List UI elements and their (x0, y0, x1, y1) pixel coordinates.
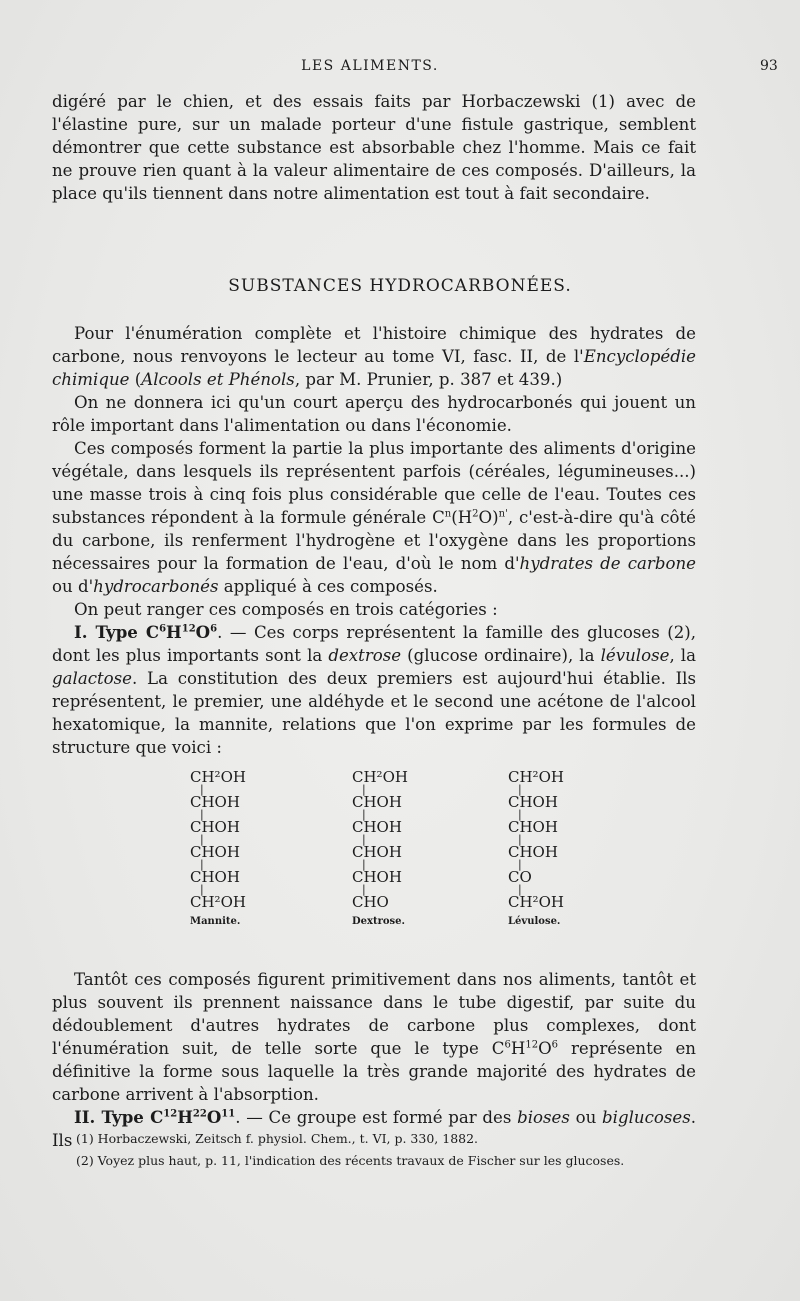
paragraph-apercu: On ne donnera ici qu'un court aperçu des hydrocarbonés qui jouent un rôle important dans l'alimentation ou dans l'économie. (52, 393, 696, 435)
page-header (0, 58, 800, 80)
page-number: 93 (760, 58, 778, 74)
paragraph-composition: Ces composés forment la partie la plus importante des aliments d'origine végétale, dans lesquels ils représentent parfois (céréales, légumineuses...) une masse trois à cinq fois plus considérable que celle de l'eau. Toutes ces substances répondent à la formule générale $C^n(H^2O)^{n'}$, c'est-à-dire qu'à côté du carbone, ils renferment l'hydrogène et l'oxygène dans les proportions nécessaires pour la formation de l'eau, d'où le nom d'hydrates de carbone ou d'hydrocarbonés appliqué à ces composés. (52, 439, 696, 596)
formula-caption: Lévulose. (508, 916, 561, 927)
paragraph-type-one: I. Type $C^6H^{12}O^6$. — Ces corps représentent la famille des glucoses (2), dont les plus importants sont la dextrose (glucose ordinaire), la lévulose, la galactose. La constitution des deux premiers est aujourd'hui établie. Ils représentent, le premier, une aldéhyde et le second une acétone de l'alcool hexatomique, la mannite, relations que l'on exprime par les formules de structure que voici : (52, 622, 697, 757)
formula-caption: Mannite. (190, 916, 241, 927)
body-text (52, 322, 696, 759)
paragraph-elastine (52, 90, 696, 205)
section-title: SUBSTANCES HYDROCARBONÉES. (228, 276, 572, 296)
paragraph-text: digéré par le chien, et des essais faits par Horbaczewski (1) avec de l'élastine pure, sur un malade porteur d'une fistule gastrique, semblent démontrer que cette substance est absorbable chez l'homme. Mais ce fait ne prouve rien quant à la valeur alimentaire de ces composés. D'ailleurs, la place qu'ils tiennent dans notre alimentation est tout à fait secondaire. (52, 92, 696, 203)
paragraph-type-two: II. Type $C^{12}H^{22}O^{11}$. — Ce groupe est formé par des bioses ou biglucoses. Ils (52, 1107, 696, 1150)
paragraph-reference: Pour l'énumération complète et l'histoire chimique des hydrates de carbone, nous renvoyons le lecteur au tome VI, fasc. II, de l'Encyclopédie chimique (Alcools et Phénols, par M. Prunier, p. 387 et 439.) (52, 324, 696, 389)
formula-levulose: CH²OH | CHOH | CHOH | CHOH | CO | CH²OH Lévulose. (508, 770, 628, 927)
formula-dextrose: CH²OH | CHOH | CHOH | CHOH | CHOH | CHO Dextrose. (352, 770, 472, 927)
footnote-2: (2) Voyez plus haut, p. 11, l'indication des récents travaux de Fischer sur les glucoses. (76, 1153, 625, 1168)
paragraph-absorption: Tantôt ces composés figurent primitivement dans nos aliments, tantôt et plus souvent ils prennent naissance dans le tube digestif, par suite du dédoublement d'autres hydrates de carbone plus complexes, dont l'énumération suit, de telle sorte que le type $C^6H^{12}O^6$ représente en définitive la forme sous laquelle la très grande majorité des hydrates de carbone arrivent à l'absorption. (52, 970, 696, 1104)
paragraph-categories: On peut ranger ces composés en trois catégories : (74, 600, 498, 619)
formula-caption: Dextrose. (352, 916, 406, 927)
footnotes (76, 1128, 716, 1172)
body-text-continued (52, 968, 696, 1152)
formula-mannite: CH²OH | CHOH | CHOH | CHOH | CHOH | CH²OH Mannite. (190, 770, 310, 927)
running-title: LES ALIMENTS. (301, 58, 439, 74)
footnote-1: (1) Horbaczewski, Zeitsch f. physiol. Chem., t. VI, p. 330, 1882. (76, 1131, 479, 1146)
